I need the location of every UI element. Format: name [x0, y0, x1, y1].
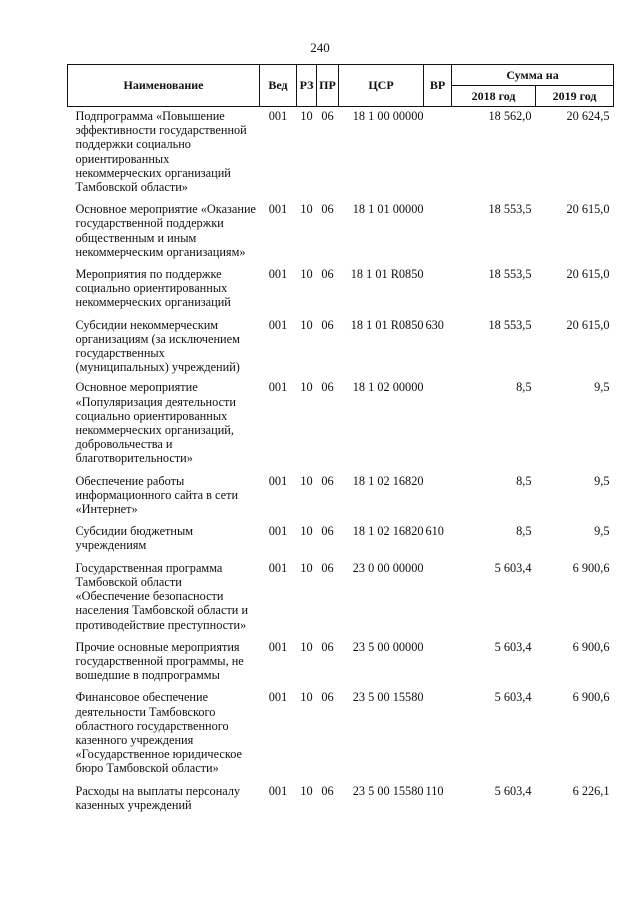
- row-csr: 23 5 00 00000: [352, 639, 424, 654]
- row-ved: 001: [268, 690, 288, 705]
- table-row: [68, 516, 614, 552]
- row-name: Мероприятия по поддержке социально ориентированных некоммерческих организаций: [75, 267, 231, 310]
- row-ved: 001: [268, 317, 288, 332]
- row-sum-2018: 8,5: [516, 473, 532, 488]
- header-sum: Сумма на: [452, 65, 614, 86]
- row-pr: 06: [321, 317, 334, 332]
- row-sum-2018: 5 603,4: [494, 783, 532, 798]
- header-pr: ПР: [317, 65, 339, 107]
- row-csr: 23 5 00 15580: [352, 783, 424, 798]
- row-sum-2019: 20 615,0: [566, 317, 610, 332]
- row-vr: 610: [425, 524, 444, 539]
- header-ved: Вед: [260, 65, 297, 107]
- row-name: Обеспечение работы информационного сайта в сети «Интернет»: [75, 473, 239, 517]
- row-vr: [424, 466, 452, 517]
- row-vr: [424, 553, 452, 632]
- row-ved: 001: [268, 639, 288, 654]
- row-name: Основное мероприятие «Популяризация деятельности социально ориентированных некоммерческих организаций, добровольчества и благотворительности»: [75, 380, 236, 466]
- row-sum-2019: 6 900,6: [572, 639, 610, 654]
- table-row: [68, 632, 614, 683]
- row-name: Субсидии бюджетным учреждениям: [75, 524, 194, 553]
- row-csr: 23 5 00 15580: [352, 690, 424, 705]
- row-pr: 06: [321, 639, 334, 654]
- table-row: [68, 553, 614, 632]
- row-pr: 06: [321, 783, 334, 798]
- row-csr: 18 1 02 16820: [352, 524, 424, 539]
- row-csr: 18 1 02 00000: [352, 380, 424, 395]
- row-name: Субсидии некоммерческим организациям (за исключением государственных (муниципальных) учреждений): [75, 317, 240, 375]
- row-sum-2018: 18 562,0: [488, 109, 532, 123]
- table-row: [68, 466, 614, 517]
- table-body: [68, 107, 614, 812]
- row-pr: 06: [321, 267, 334, 282]
- row-ved: 001: [268, 524, 288, 539]
- table-row: [68, 194, 614, 259]
- row-vr: [424, 682, 452, 775]
- row-name: Расходы на выплаты персоналу казенных учреждений: [75, 783, 241, 812]
- row-sum-2019: 20 615,0: [566, 267, 610, 282]
- row-ved: 001: [268, 202, 288, 217]
- header-year-2019: 2019 год: [536, 86, 614, 107]
- row-vr: [424, 632, 452, 683]
- row-rz: 10: [300, 380, 313, 395]
- row-pr: 06: [321, 560, 334, 575]
- row-sum-2019: 6 900,6: [572, 690, 610, 705]
- row-vr: [424, 194, 452, 259]
- header-csr: ЦСР: [339, 65, 424, 107]
- row-sum-2019: 20 615,0: [566, 202, 610, 217]
- row-vr: [424, 107, 452, 195]
- row-sum-2019: 9,5: [594, 473, 610, 488]
- row-csr: 18 1 00 00000: [352, 109, 424, 123]
- row-ved: 001: [268, 109, 288, 123]
- row-sum-2018: 5 603,4: [494, 560, 532, 575]
- row-name: Основное мероприятие «Оказание государственной поддержки общественным и иным некоммерческим организациям»: [75, 202, 256, 259]
- row-name: Государственная программа Тамбовской области «Обеспечение безопасности населения Тамбовской области и противодействие преступности»: [75, 560, 249, 632]
- table-row: [68, 107, 614, 195]
- row-name: Подпрограмма «Повышение эффективности государственной поддержки социально ориентированных некоммерческих организаций Тамбовской области»: [75, 109, 247, 195]
- row-sum-2018: 18 553,5: [488, 317, 532, 332]
- row-vr: 630: [425, 317, 444, 332]
- table-header: [68, 65, 614, 107]
- table-row: [68, 682, 614, 775]
- row-csr: 18 1 02 16820: [352, 473, 424, 488]
- row-rz: 10: [300, 317, 313, 332]
- row-rz: 10: [300, 690, 313, 705]
- row-ved: 001: [268, 473, 288, 488]
- row-sum-2018: 18 553,5: [488, 267, 532, 282]
- row-name: Финансовое обеспечение деятельности Тамбовского областного государственного казенного учреждения «Государственное юридическое бюро Тамбовской области»: [75, 690, 242, 776]
- row-csr: 18 1 01 R0850: [350, 267, 424, 282]
- row-csr: 18 1 01 00000: [352, 202, 424, 217]
- row-rz: 10: [300, 202, 313, 217]
- header-name: Наименование: [68, 65, 260, 107]
- row-pr: 06: [321, 690, 334, 705]
- table-row: [68, 259, 614, 310]
- budget-table: [67, 64, 614, 812]
- row-sum-2018: 5 603,4: [494, 639, 532, 654]
- row-sum-2018: 8,5: [516, 524, 532, 539]
- row-ved: 001: [268, 783, 288, 798]
- row-sum-2018: 5 603,4: [494, 690, 532, 705]
- row-sum-2019: 6 900,6: [572, 560, 610, 575]
- row-sum-2018: 18 553,5: [488, 202, 532, 217]
- row-csr: 18 1 01 R0850: [350, 317, 424, 332]
- row-pr: 06: [321, 380, 334, 395]
- table-row: [68, 776, 614, 812]
- row-pr: 06: [321, 202, 334, 217]
- row-rz: 10: [300, 560, 313, 575]
- header-year-2018: 2018 год: [452, 86, 536, 107]
- row-ved: 001: [268, 560, 288, 575]
- header-vr: ВР: [424, 65, 452, 107]
- row-pr: 06: [321, 473, 334, 488]
- row-sum-2019: 20 624,5: [566, 109, 610, 123]
- row-sum-2019: 6 226,1: [572, 783, 610, 798]
- row-rz: 10: [300, 473, 313, 488]
- row-vr: [424, 259, 452, 310]
- row-rz: 10: [300, 267, 313, 282]
- row-rz: 10: [300, 524, 313, 539]
- row-sum-2019: 9,5: [594, 524, 610, 539]
- row-name: Прочие основные мероприятия государственной программы, не вошедшие в подпрограммы: [75, 639, 244, 683]
- row-csr: 23 0 00 00000: [352, 560, 424, 575]
- row-ved: 001: [268, 267, 288, 282]
- row-vr: [424, 374, 452, 465]
- header-rz: РЗ: [297, 65, 317, 107]
- row-sum-2019: 9,5: [594, 380, 610, 395]
- row-rz: 10: [300, 783, 313, 798]
- row-vr: 110: [425, 783, 444, 798]
- page-number: 240: [310, 40, 330, 55]
- row-sum-2018: 8,5: [516, 380, 532, 395]
- row-pr: 06: [321, 109, 334, 123]
- row-rz: 10: [300, 109, 313, 123]
- table-row: [68, 310, 614, 375]
- table-row: [68, 374, 614, 465]
- row-pr: 06: [321, 524, 334, 539]
- row-rz: 10: [300, 639, 313, 654]
- row-ved: 001: [268, 380, 288, 395]
